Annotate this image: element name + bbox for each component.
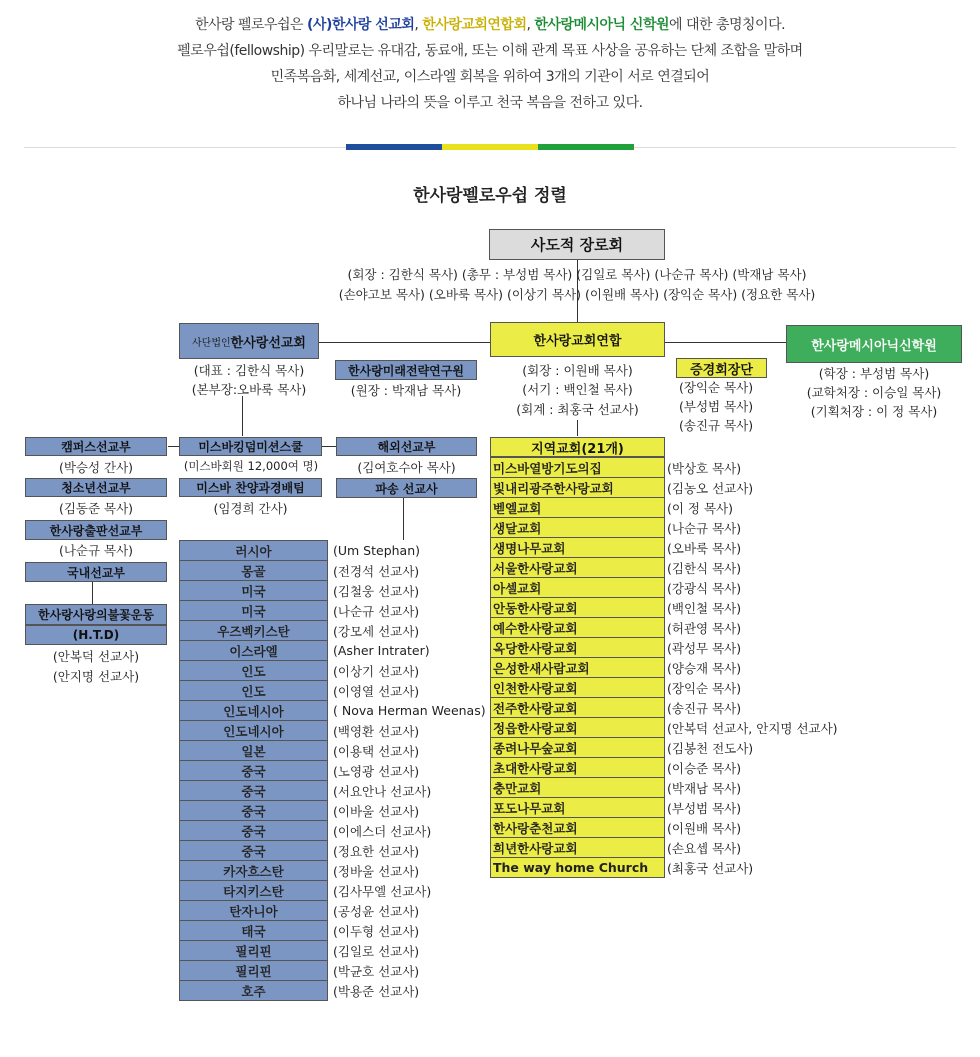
intro-line-4: 하나님 나라의 뜻을 이루고 천국 복음을 전하고 있다. (337, 95, 643, 111)
former-president-3: (송진규 목사) (679, 418, 754, 433)
country-row-person: (이바울 선교사) (333, 803, 420, 819)
chart-title: 한사랑펠로우쉽 정렬 (413, 186, 567, 206)
church-row-name: 은성한새사람교회 (491, 658, 665, 678)
country-row-name: 카자흐스탄 (180, 861, 328, 881)
church-row-name: 생명나무교회 (491, 538, 665, 558)
country-row-name: 중국 (180, 801, 328, 821)
church-row-person: (손요셉 목사) (667, 840, 742, 856)
country-row-name: 인도네시아 (180, 721, 328, 741)
intro-text (0, 12, 980, 116)
apostolic-members-line-1: (회장 : 김한식 목사) (총무 : 부성범 목사) (김일로 목사) (나순규 목사) (박재남 목사) (347, 267, 807, 282)
church-row-name: 정읍한사랑교회 (491, 718, 665, 738)
country-row-person: (김철웅 선교사) (333, 583, 420, 599)
church-row-name: 전주한사랑교회 (491, 698, 665, 718)
church-row-name: 벧엘교회 (491, 498, 665, 518)
intro-line-3: 민족복음화, 세계선교, 이스라엘 회복을 위하여 3개의 기관이 서로 연결되어 (270, 69, 710, 85)
church-row (491, 858, 839, 878)
country-row-name: 필리핀 (180, 941, 328, 961)
country-row (180, 661, 487, 681)
church-row (491, 698, 839, 718)
connector (242, 396, 243, 436)
church-row-person: (곽성무 목사) (667, 640, 742, 656)
kingdom-school-members: (미스바회원 12,000여 명) (183, 459, 319, 473)
church-row (491, 538, 839, 558)
country-row (180, 701, 487, 721)
church-row-name: 한사랑춘천교회 (491, 818, 665, 838)
country-row-name: 몽골 (180, 561, 328, 581)
union-accountant: (회계 : 최홍국 선교사) (516, 402, 639, 417)
overseas-dept-box: 해외선교부 (336, 437, 477, 456)
fire-movement-person-1: (안복덕 선교사) (52, 649, 140, 664)
church-row-person: (김농오 선교사) (667, 480, 754, 496)
union-secretary: (서기 : 백인철 목사) (522, 382, 633, 397)
color-bar-green (538, 144, 634, 150)
country-row-person: (공성윤 선교사) (333, 903, 420, 919)
seminary-academic: (교학처장 : 이승일 목사) (806, 385, 942, 400)
connector (403, 498, 404, 540)
church-row (491, 798, 839, 818)
country-row-person: (김사무엘 선교사) (333, 883, 432, 899)
church-row (491, 598, 839, 618)
church-row (491, 578, 839, 598)
church-row-name: The way home Church (491, 858, 665, 878)
future-lab-head: (원장 : 박재남 목사) (350, 383, 462, 398)
country-row-person: (박균호 선교사) (333, 963, 420, 979)
connector (92, 582, 93, 604)
country-row (180, 901, 487, 921)
church-row-person: (백인철 목사) (667, 600, 742, 616)
church-row-person: (양승재 목사) (667, 660, 742, 676)
country-row-person: (노영광 선교사) (333, 763, 420, 779)
church-row-name: 옥당한사랑교회 (491, 638, 665, 658)
apostolic-council-box: 사도적 장로회 (489, 229, 665, 260)
church-row-name: 생달교회 (491, 518, 665, 538)
missionary-countries-table (179, 540, 487, 1001)
church-row-name: 초대한사랑교회 (491, 758, 665, 778)
mission-society-box (179, 323, 319, 359)
country-row (180, 821, 487, 841)
country-row-name: 인도 (180, 661, 328, 681)
country-row (180, 641, 487, 661)
country-row-person: (이상기 선교사) (333, 663, 420, 679)
country-row-name: 인도네시아 (180, 701, 328, 721)
overseas-dept-head: (김여호수아 목사) (357, 460, 456, 475)
mission-chief: (본부장:오바룩 목사) (191, 382, 307, 397)
color-bar-blue (346, 144, 442, 150)
intro-line-1 (0, 12, 980, 38)
church-row-name: 충만교회 (491, 778, 665, 798)
church-row-name: 예수한사랑교회 (491, 618, 665, 638)
country-row (180, 801, 487, 821)
country-row (180, 741, 487, 761)
country-row-person: (정바울 선교사) (333, 863, 420, 879)
country-row-name: 인도 (180, 681, 328, 701)
church-row (491, 718, 839, 738)
country-row (180, 621, 487, 641)
country-row (180, 761, 487, 781)
church-row (491, 558, 839, 578)
church-row-name: 종려나무숲교회 (491, 738, 665, 758)
church-row-person: (박상호 목사) (667, 460, 742, 476)
church-row-name: 포도나무교회 (491, 798, 665, 818)
connector (577, 420, 578, 436)
country-row-name: 호주 (180, 981, 328, 1001)
church-row-person: (최홍국 선교사) (667, 860, 754, 876)
regional-churches-header: 지역교회(21개) (490, 437, 665, 457)
country-row (180, 881, 487, 901)
intro-sep: , (414, 17, 423, 33)
fire-movement-person-2: (안지명 선교사) (52, 669, 140, 684)
country-row (180, 541, 487, 561)
country-row (180, 921, 487, 941)
country-row-person: (서요안나 선교사) (333, 783, 432, 799)
color-bar-yellow (442, 144, 538, 150)
country-row-person: (백영환 선교사) (333, 723, 420, 739)
country-row (180, 601, 487, 621)
country-row-name: 중국 (180, 841, 328, 861)
church-row-person: (박재남 목사) (667, 780, 742, 796)
country-row-name: 일본 (180, 741, 328, 761)
church-row-name: 안동한사랑교회 (491, 598, 665, 618)
church-row-person: (이 정 목사) (667, 500, 734, 516)
country-row-name: 태국 (180, 921, 328, 941)
church-row (491, 458, 839, 478)
mission-society-prefix: 사단법인 (192, 337, 231, 349)
apostolic-members-line-2: (손야고보 목사) (오바룩 목사) (이상기 목사) (이원배 목사) (장익순 목사) (정요한 목사) (338, 287, 816, 302)
org-seminary-highlight: 한사랑메시아닉 신학원 (534, 17, 670, 33)
country-row-person: (김일로 선교사) (333, 943, 420, 959)
youth-dept-person: (김동준 목사) (58, 501, 134, 516)
country-row-person: ( Nova Herman Weenas) (333, 703, 486, 718)
color-bar (346, 144, 634, 150)
campus-dept-person: (박승성 간사) (58, 460, 134, 475)
church-row (491, 818, 839, 838)
church-row-name: 서울한사랑교회 (491, 558, 665, 578)
country-row-name: 필리핀 (180, 961, 328, 981)
church-row (491, 778, 839, 798)
country-row (180, 981, 487, 1001)
country-row (180, 581, 487, 601)
former-president-1: (장익순 목사) (679, 380, 754, 395)
country-row-name: 미국 (180, 581, 328, 601)
domestic-dept-box: 국내선교부 (25, 562, 167, 582)
church-row (491, 518, 839, 538)
church-row (491, 618, 839, 638)
church-row (491, 838, 839, 858)
intro-line-1-pre: 한사랑 펠로우쉽은 (194, 17, 308, 33)
country-row-name: 타지키스탄 (180, 881, 328, 901)
publishing-dept-box: 한사랑출판선교부 (25, 520, 167, 540)
seminary-planning: (기획처장 : 이 정 목사) (810, 404, 938, 419)
dispatched-missionaries-box: 파송 선교사 (336, 478, 477, 498)
country-row (180, 781, 487, 801)
country-row-name: 중국 (180, 761, 328, 781)
church-row-person: (나순규 목사) (667, 520, 742, 536)
church-row-name: 희년한사랑교회 (491, 838, 665, 858)
intro-line-2: 펠로우쉽(fellowship) 우리말로는 유대감, 동료애, 또는 이해 관계 목표 사상을 공유하는 단체 조합을 말하며 (177, 43, 803, 59)
church-row (491, 658, 839, 678)
seminary-dean: (학장 : 부성범 목사) (818, 366, 930, 381)
church-row-person: (김한식 목사) (667, 560, 742, 576)
church-row-person: (이승준 목사) (667, 760, 742, 776)
fire-movement-box: 한사랑사랑의불꽃운동 (25, 604, 167, 625)
org-union-highlight: 한사랑교회연합회 (422, 17, 527, 33)
church-row-person: (송진규 목사) (667, 700, 742, 716)
church-row-person: (이원배 목사) (667, 820, 742, 836)
country-row-name: 미국 (180, 601, 328, 621)
country-row (180, 841, 487, 861)
church-row (491, 758, 839, 778)
country-row (180, 681, 487, 701)
church-row-person: (부성범 목사) (667, 800, 742, 816)
church-row (491, 678, 839, 698)
country-row-name: 러시아 (180, 541, 328, 561)
church-row-person: (강광식 목사) (667, 580, 742, 596)
church-row-name: 미스바열방기도의집 (491, 458, 665, 478)
country-row (180, 861, 487, 881)
praise-team-box: 미스바 찬양과경배팀 (179, 478, 322, 497)
church-row-person: (김봉천 전도사) (667, 740, 754, 756)
campus-dept-box: 캠퍼스선교부 (25, 437, 167, 456)
country-row-person: (이두형 선교사) (333, 923, 420, 939)
country-row-person: (Asher Intrater) (333, 643, 430, 658)
country-row-name: 이스라엘 (180, 641, 328, 661)
church-row-person: (장익순 목사) (667, 680, 742, 696)
country-row (180, 721, 487, 741)
country-row-person: (Um Stephan) (333, 543, 421, 558)
country-row-person: (박용준 선교사) (333, 983, 420, 999)
praise-team-person: (임경희 간사) (213, 501, 288, 516)
church-row-person: (허관영 목사) (667, 620, 742, 636)
future-lab-box: 한사랑미래전략연구원 (335, 360, 477, 380)
country-row-person: (강모세 선교사) (333, 623, 420, 639)
seminary-box: 한사랑메시아닉신학원 (786, 325, 962, 363)
church-row (491, 478, 839, 498)
intro-sep: , (526, 17, 535, 33)
country-row-person: (정요한 선교사) (333, 843, 420, 859)
church-row-name: 빛내리광주한사랑교회 (491, 478, 665, 498)
former-president-2: (부성범 목사) (679, 399, 754, 414)
mission-rep: (대표 : 김한식 목사) (193, 363, 305, 378)
mission-society-name: 한사랑선교회 (230, 335, 306, 351)
country-row-name: 중국 (180, 821, 328, 841)
country-row-person: (이영열 선교사) (333, 683, 420, 699)
church-row (491, 738, 839, 758)
church-row-name: 아셀교회 (491, 578, 665, 598)
country-row (180, 941, 487, 961)
country-row (180, 961, 487, 981)
country-row (180, 561, 487, 581)
church-row-name: 인천한사랑교회 (491, 678, 665, 698)
regional-churches-table (490, 457, 839, 878)
country-row-name: 탄자니아 (180, 901, 328, 921)
org-mission-highlight: (사)한사랑 선교회 (307, 17, 415, 33)
church-row (491, 638, 839, 658)
kingdom-school-box: 미스바킹덤미션스쿨 (179, 437, 322, 456)
church-union-box: 한사랑교회연합 (490, 322, 665, 357)
country-row-person: (이용택 선교사) (333, 743, 420, 759)
country-row-name: 우즈벡키스탄 (180, 621, 328, 641)
htd-box: (H.T.D) (25, 625, 167, 645)
church-row (491, 498, 839, 518)
country-row-person: (나순규 선교사) (333, 603, 420, 619)
youth-dept-box: 청소년선교부 (25, 478, 167, 497)
church-row-person: (오바룩 목사) (667, 540, 742, 556)
church-row-person: (안복덕 선교사, 안지명 선교사) (667, 720, 838, 736)
intro-line-1-post: 에 대한 총명칭이다. (669, 17, 786, 33)
union-president: (회장 : 이원배 목사) (522, 363, 633, 378)
publishing-dept-person: (나순규 목사) (58, 543, 134, 558)
former-presidents-box: 증경회장단 (676, 358, 767, 378)
country-row-name: 중국 (180, 781, 328, 801)
country-row-person: (전경석 선교사) (333, 563, 420, 579)
country-row-person: (이에스더 선교사) (333, 823, 432, 839)
